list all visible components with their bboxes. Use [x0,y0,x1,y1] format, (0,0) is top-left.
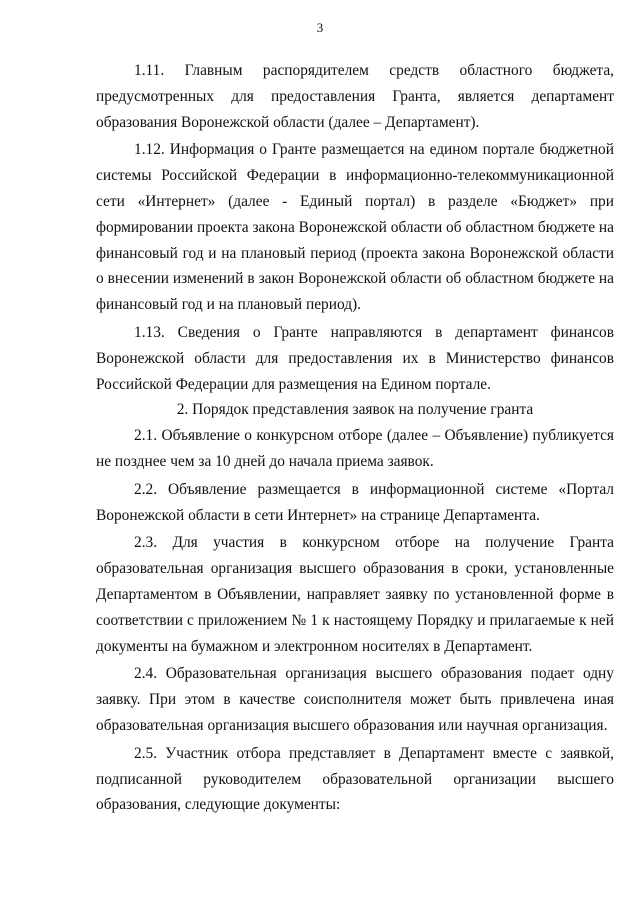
document-body [96,58,614,820]
paragraph-2-3: 2.3. Для участия в конкурсном отборе на получение Гранта образовательная организация высшего образования в сроки, установленные Департаментом в Объявлении, направляет заявку по установленной форме в соответствии с приложением № 1 к настоящему Порядку и прилагаемые к ней документы на бумажном и электронном носителях в Департамент. [96,534,614,655]
paragraph-1-13: 1.13. Сведения о Гранте направляются в департамент финансов Воронежской области для предоставления их в Министерство финансов Российской Федерации для размещения на Едином портале. [96,323,614,393]
paragraph-2-5: 2.5. Участник отбора представляет в Департамент вместе с заявкой, подписанной руководителем образовательной организации высшего образования, следующие документы: [96,744,614,814]
paragraph-2-1: 2.1. Объявление о конкурсном отборе (далее – Объявление) публикуется не позднее чем за 10 дней до начала приема заявок. [96,427,614,470]
paragraph-2-4: 2.4. Образовательная организация высшего образования подает одну заявку. При этом в качестве соисполнителя может быть привлечена иная образовательная организация высшего образования или научная организация. [96,665,614,734]
page-number: 3 [316,20,324,35]
paragraph-1-12: 1.12. Информация о Гранте размещается на едином портале бюджетной системы Российской Федерации в информационно-телекоммуникационной сети «Интернет» (далее - Единый портал) в разделе «Бюджет» при формировании проекта закона Воронежской области об областном бюджете на финансовый год и на плановый период (проекта закона Воронежской области о внесении изменений в закон Воронежской области об областном бюджете на финансовый год и на плановый период). [96,141,614,314]
section-heading: 2. Порядок представления заявок на получение гранта [176,401,534,419]
paragraph-2-2: 2.2. Объявление размещается в информационной системе «Портал Воронежской области в сети Интернет» на странице Департамента. [96,480,614,524]
paragraph-1-11: 1.11. Главным распорядителем средств областного бюджета, предусмотренных для предоставления Гранта, является департамент образования Воронежской области (далее – Департамент). [96,62,614,131]
